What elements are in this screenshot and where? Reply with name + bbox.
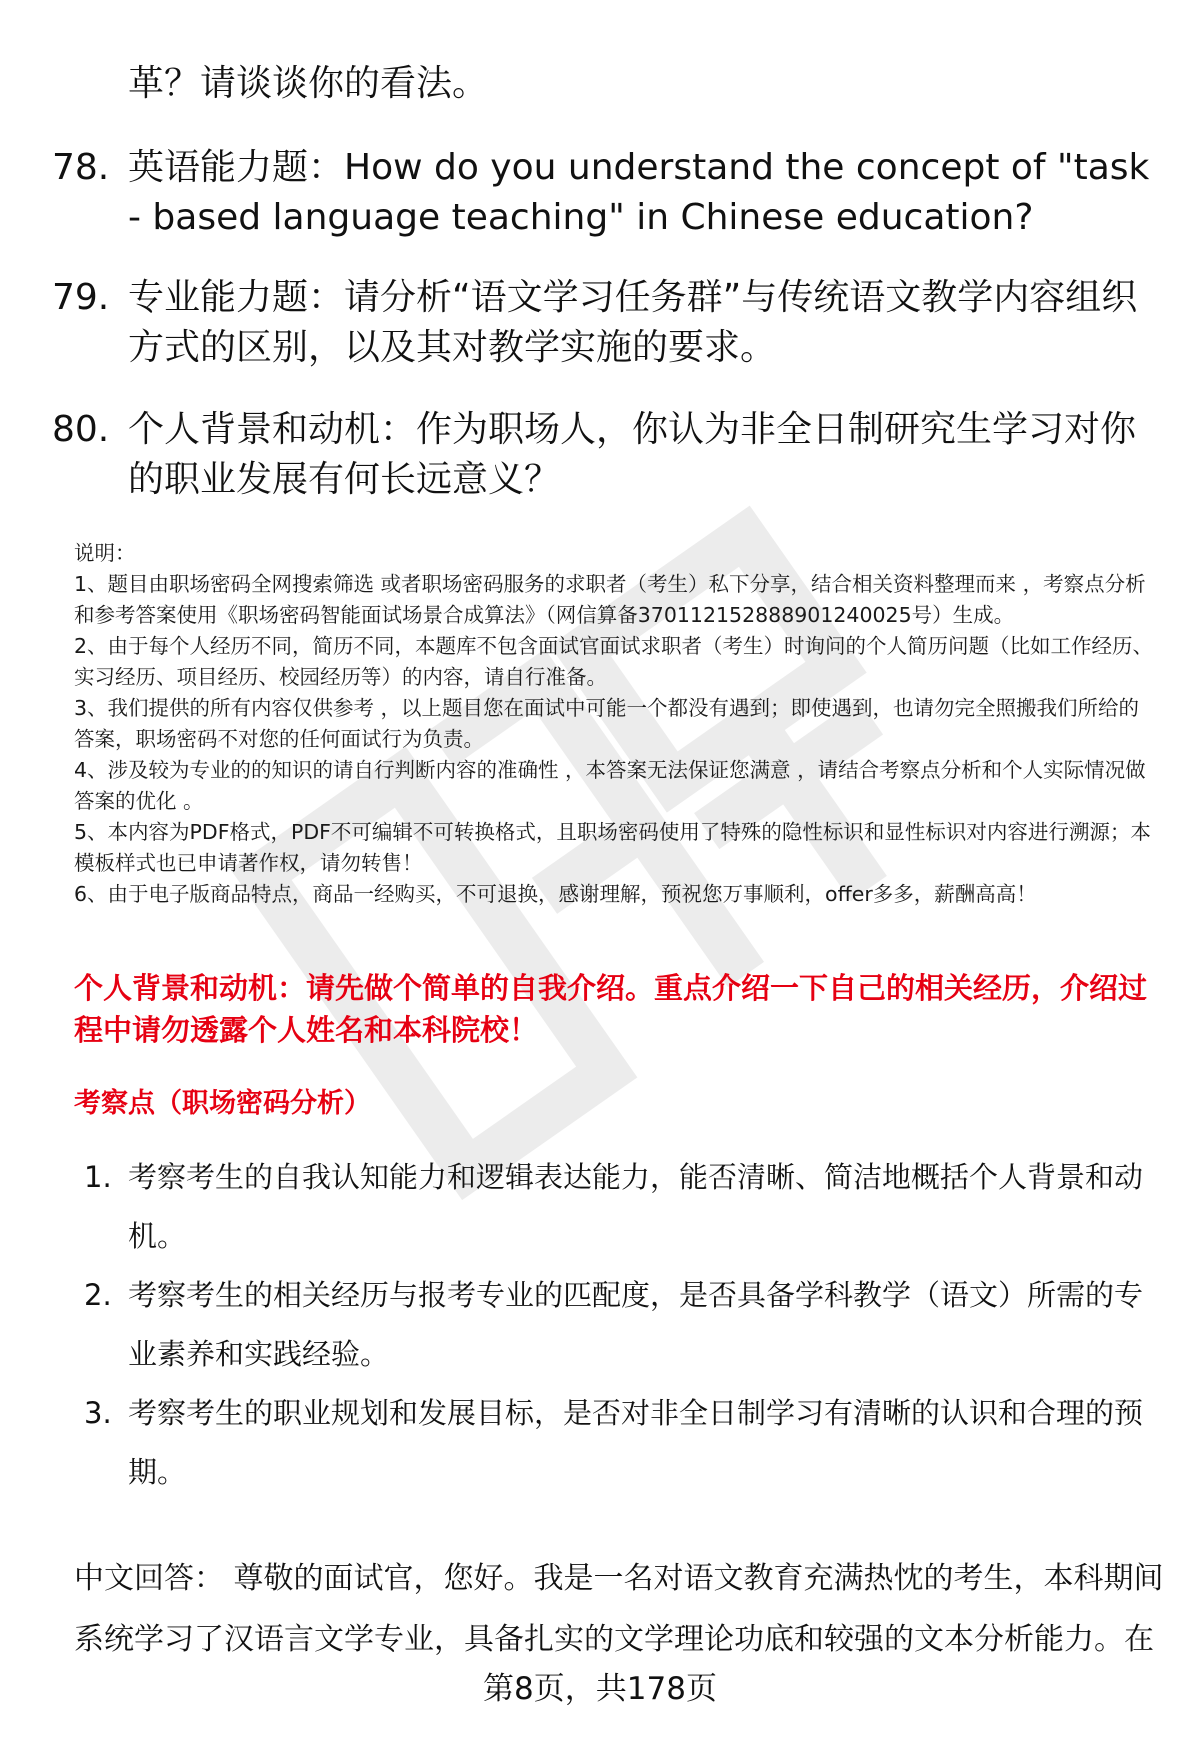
question-text: 专业能力题：请分析“语文学习任务群”与传统语文教学内容组织方式的区别，以及其对教学实施的要求。 [128, 277, 1138, 368]
assessment-points [74, 1148, 1164, 1502]
question-text: 个人背景和动机：作为职场人，你认为非全日制研究生学习对你的职业发展有何长远意义？ [128, 409, 1137, 500]
answer-text: 尊敬的面试官，您好。我是一名对语文教育充满热忱的考生，本科期间系统学习了汉语言文学专业，具备扎实的文学理论功底和较强的文本分析能力。在 [74, 1561, 1164, 1657]
section-subtitle: 考察点（职场密码分析） [74, 1088, 371, 1119]
notes-title: 说明： [74, 541, 136, 565]
list-item [74, 1266, 1164, 1384]
list-item [74, 1148, 1164, 1266]
note-item: 3、我们提供的所有内容仅供参考 ，以上题目您在面试中可能一个都没有遇到；即使遇到，也请勿完全照搬我们所给的答案，职场密码不对您的任何面试行为负责。 [74, 696, 1140, 751]
answer-label: 中文回答： [74, 1561, 224, 1596]
note-item: 2、由于每个人经历不同，简历不同，本题库不包含面试官面试求职者（考生）时询问的个人简历问题（比如工作经历、实习经历、项目经历、校园经历等）的内容，请自行准备。 [74, 634, 1154, 689]
notes-section [74, 538, 1156, 910]
note-item: 1、题目由职场密码全网搜索筛选 或者职场密码服务的求职者（考生）私下分享，结合相关资料整理而来 ，考察点分析和参考答案使用《职场密码智能面试场景合成算法》（网信算备370112152888901240025号）生成。 [74, 572, 1146, 627]
answer-paragraph [74, 1548, 1164, 1670]
question-text: 英语能力题：How do you understand the concept of "task - based language teaching" in Chinese education? [128, 147, 1150, 238]
note-item: 6、由于电子版商品特点，商品一经购买，不可退换，感谢理解，预祝您万事顺利，offer多多，薪酬高高！ [74, 882, 1037, 906]
point-number: 1. [84, 1160, 112, 1194]
question-item [52, 273, 1152, 373]
question-number: 78. [52, 147, 110, 188]
point-text: 考察考生的职业规划和发展目标，是否对非全日制学习有清晰的认识和合理的预期。 [128, 1396, 1144, 1489]
note-item: 4、涉及较为专业的的知识的请自行判断内容的准确性 ，本答案无法保证您满意 ，请结合考察点分析和个人实际情况做答案的优化 。 [74, 758, 1146, 813]
point-number: 2. [84, 1278, 112, 1312]
page-footer: 第8页，共178页 [483, 1671, 717, 1707]
list-item [74, 1384, 1164, 1502]
question-item [52, 405, 1152, 505]
note-item: 5、本内容为PDF格式，PDF不可编辑不可转换格式，且职场密码使用了特殊的隐性标识和显性标识对内容进行溯源；本模板样式也已申请著作权，请勿转售！ [74, 820, 1151, 875]
question-continuation: 革？请谈谈你的看法。 [128, 63, 489, 104]
point-text: 考察考生的相关经历与报考专业的匹配度，是否具备学科教学（语文）所需的专业素养和实践经验。 [128, 1278, 1144, 1371]
point-text: 考察考生的自我认知能力和逻辑表达能力，能否清晰、简洁地概括个人背景和动机。 [128, 1160, 1144, 1253]
question-number: 80. [52, 409, 110, 450]
point-number: 3. [84, 1396, 112, 1430]
section-title: 个人背景和动机：请先做个简单的自我介绍。重点介绍一下自己的相关经历，介绍过程中请勿透露个人姓名和本科院校！ [74, 971, 1148, 1047]
question-item [52, 143, 1152, 243]
question-number: 79. [52, 277, 110, 318]
